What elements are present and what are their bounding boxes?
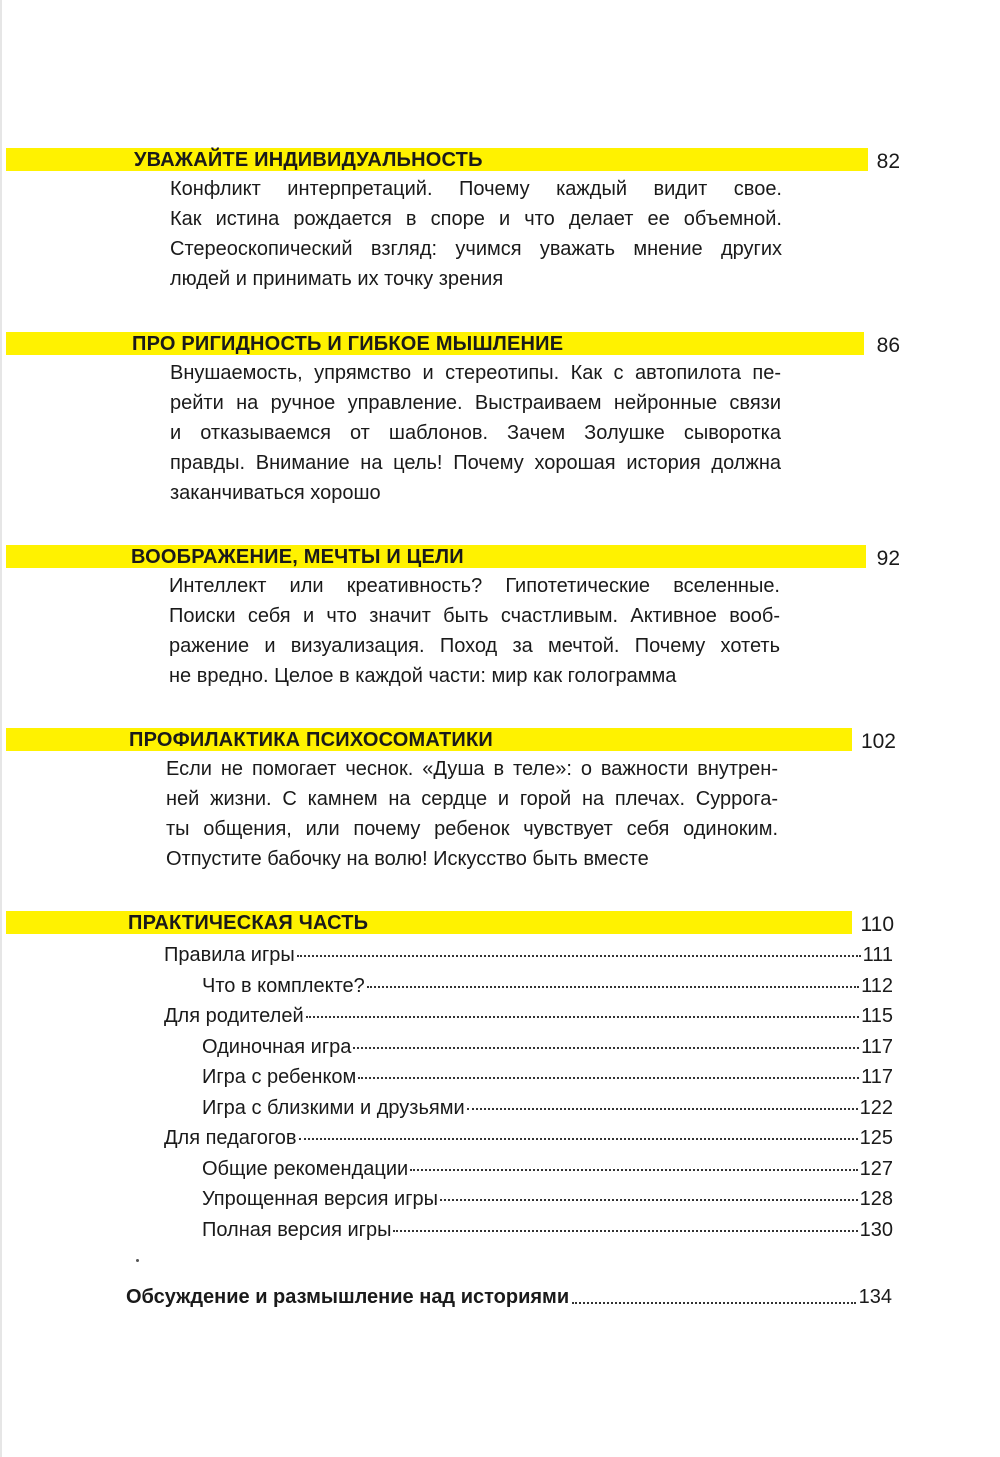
toc-entry-page: 125: [859, 1127, 893, 1149]
leader-dots: [297, 955, 861, 957]
leader-dots: [358, 1077, 859, 1079]
leader-dots: [410, 1169, 857, 1171]
toc-entry-general-tips[interactable]: [202, 1154, 893, 1184]
description-line: людей и принимать их точку зрения: [170, 268, 504, 290]
toc-entry-simple-version[interactable]: [202, 1184, 893, 1214]
description-line: и отказываемся от шаблонов. Зачем Золушке сыворотка: [170, 422, 781, 444]
description-line: ражение и визуализация. Поход за мечтой. Почему хотеть: [169, 635, 780, 657]
description-line: Поиски себя и что значит быть счастливым. Активное вооб-: [169, 605, 780, 627]
chapter-description: [170, 358, 781, 508]
toc-entry-parents[interactable]: [164, 1001, 893, 1031]
description-line: Отпустите бабочку на волю! Искусство быть вместе: [166, 848, 649, 870]
description-line: ты общения, или почему ребенок чувствует себя одиноким.: [166, 818, 778, 840]
chapter-title[interactable]: ВООБРАЖЕНИЕ, МЕЧТЫ И ЦЕЛИ: [131, 546, 464, 568]
toc-entry-label: Правила игры: [164, 944, 295, 966]
toc-entry-kit[interactable]: [202, 971, 893, 1001]
leader-dots: [353, 1047, 859, 1049]
description-line: Внушаемость, упрямство и стереотипы. Как с автопилота пе-: [170, 362, 781, 384]
toc-entry-solo-game[interactable]: [202, 1032, 893, 1062]
chapter-title[interactable]: ПРАКТИЧЕСКАЯ ЧАСТЬ: [128, 912, 369, 934]
toc-entry-page: 122: [859, 1097, 893, 1119]
leader-dots: [393, 1230, 857, 1232]
toc-entry-page: 128: [859, 1188, 893, 1210]
leader-dots: [467, 1108, 858, 1110]
chapter-page-number[interactable]: 86: [876, 334, 900, 357]
description-line: ней жизни. С камнем на сердце и горой на плечах. Суррога-: [166, 788, 778, 810]
toc-entry-label: Для педагогов: [164, 1127, 297, 1149]
page-edge: [0, 0, 2, 1457]
chapter-description: [166, 754, 778, 874]
description-line: Стереоскопический взгляд: учимся уважать мнение других: [170, 238, 782, 260]
description-line: Интеллект или креативность? Гипотетические вселенные.: [169, 575, 780, 597]
toc-entry-label: Игра с близкими и друзьями: [202, 1097, 465, 1119]
toc-entry-teachers[interactable]: [164, 1123, 893, 1153]
toc-entry-rules[interactable]: [164, 940, 893, 970]
chapter-page-number[interactable]: 92: [876, 547, 900, 570]
description-line: заканчиваться хорошо: [170, 482, 381, 504]
chapter-title[interactable]: ПРО РИГИДНОСТЬ И ГИБКОЕ МЫШЛЕНИЕ: [132, 333, 564, 355]
leader-dots: [306, 1016, 860, 1018]
toc-entry-label: Одиночная игра: [202, 1036, 352, 1058]
toc-entry-friends-game[interactable]: [202, 1093, 893, 1123]
toc-entry-label: Игра с ребенком: [202, 1066, 357, 1088]
description-line: рейти на ручное управление. Выстраиваем нейронные связи: [170, 392, 781, 414]
toc-entry-page: 111: [862, 944, 893, 966]
toc-entry-full-version[interactable]: [202, 1215, 893, 1245]
description-line: не вредно. Целое в каждой части: мир как голограмма: [169, 665, 677, 687]
chapter-description: [170, 174, 782, 294]
chapter-title[interactable]: УВАЖАЙТЕ ИНДИВИДУАЛЬНОСТЬ: [134, 149, 483, 171]
toc-entry-page: 117: [861, 1066, 893, 1088]
leader-dots: [367, 986, 859, 988]
toc-entry-label: Общие рекомендации: [202, 1158, 409, 1180]
toc-entry-page: 134: [858, 1286, 892, 1308]
chapter-page-number[interactable]: 110: [860, 913, 894, 936]
toc-entry-page: 117: [861, 1036, 893, 1058]
toc-entry-label: Для родителей: [164, 1005, 304, 1027]
toc-entry-label: Что в комплекте?: [202, 975, 365, 997]
toc-entry-label: Полная версия игры: [202, 1219, 392, 1241]
chapter-page-number[interactable]: 82: [876, 150, 900, 173]
chapter-page-number[interactable]: 102: [860, 730, 896, 753]
toc-entry-child-game[interactable]: [202, 1062, 893, 1092]
chapter-title[interactable]: ПРОФИЛАКТИКА ПСИХОСОМАТИКИ: [129, 729, 493, 751]
toc-entry-page: 115: [861, 1005, 893, 1027]
chapter-description: [169, 571, 780, 691]
description-line: Как истина рождается в споре и что делает ее объемной.: [170, 208, 782, 230]
print-speck: [136, 1259, 139, 1262]
toc-entry-page: 112: [861, 975, 893, 997]
toc-entry-label: Обсуждение и размышление над историями: [126, 1286, 570, 1308]
leader-dots: [299, 1138, 858, 1140]
toc-entry-page: 127: [859, 1158, 893, 1180]
description-line: Если не помогает чеснок. «Душа в теле»: о важности внутрен-: [166, 758, 778, 780]
toc-entry-page: 130: [859, 1219, 893, 1241]
leader-dots: [572, 1302, 856, 1304]
leader-dots: [440, 1199, 858, 1201]
description-line: правды. Внимание на цель! Почему хорошая история должна: [170, 452, 781, 474]
description-line: Конфликт интерпретаций. Почему каждый видит свое.: [170, 178, 782, 200]
toc-entry-label: Упрощенная версия игры: [202, 1188, 439, 1210]
toc-entry-discussion[interactable]: [126, 1282, 892, 1312]
